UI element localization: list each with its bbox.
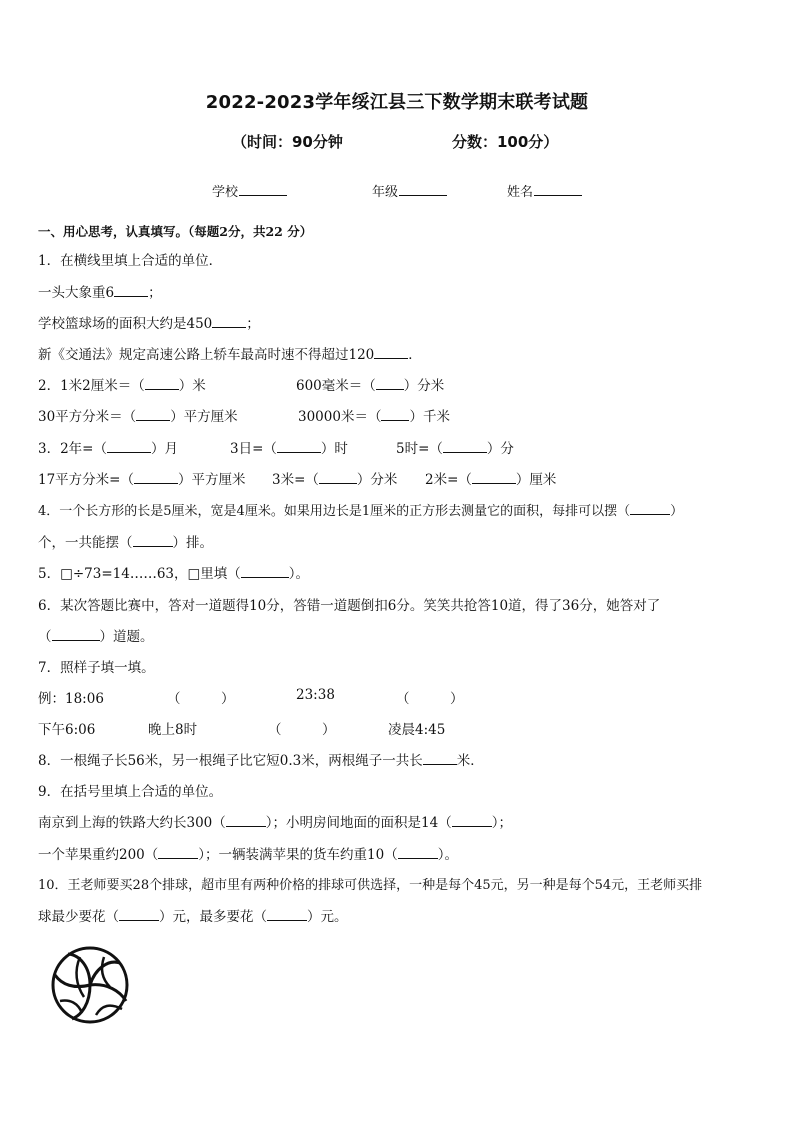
q1-a-blank[interactable] [114, 284, 148, 297]
q1-stem: 1．在横线里填上合适的单位． [38, 253, 223, 269]
name-label: 姓名 [507, 185, 534, 200]
q3-b-blank[interactable] [277, 440, 321, 453]
grade-blank[interactable] [399, 182, 447, 196]
q10-line2: 球最少要花（ ）元，最多要花（ ）元。 [38, 909, 348, 925]
school-label: 学校 [212, 185, 239, 200]
q1-b: 学校篮球场的面积大约是450 ； [38, 316, 260, 332]
q6-blank[interactable] [52, 628, 100, 641]
q6-line1: 6．某次答题比赛中，答对一道题得10分，答错一道题倒扣6分。笑笑共抢答10道，得了36分，她答对了 [38, 598, 661, 614]
q1-c: 新《交通法》规定高速公路上轿车最高时速不得超过120 ． [38, 347, 422, 363]
section-heading: 一、用心思考，认真填写。（每题2分，共22 分） [38, 224, 313, 239]
q7-paren-2[interactable]: （ ） [396, 691, 464, 707]
q9-blank-2[interactable] [452, 814, 492, 827]
q3-c: 5时=（ ）分 [396, 441, 514, 457]
q4-line2: 个，一共能摆（ ）排。 [38, 535, 213, 551]
grade-field[interactable] [372, 181, 447, 200]
q10-line1: 10．王老师要买28个排球，超市里有两种价格的排球可供选择，一种是每个45元，另一种是每个54元，王老师买排 [38, 878, 703, 893]
q7-row2-a: 下午6:06 [38, 722, 96, 738]
q7-row2-d: 凌晨4:45 [388, 722, 446, 738]
q9-line2: 一个苹果重约200（ ）；一辆装满苹果的货车约重10（ ）。 [38, 847, 458, 863]
q1-a: 一头大象重6 ； [38, 285, 162, 301]
q6-line2: （ ）道题。 [38, 629, 154, 645]
q3-c-blank[interactable] [443, 440, 487, 453]
grade-label: 年级 [372, 185, 399, 200]
q3-f-blank[interactable] [472, 471, 516, 484]
exam-time: （时间：90分钟 [232, 133, 343, 151]
q7-paren-3[interactable]: （ ） [268, 722, 336, 738]
q1-c-blank[interactable] [374, 346, 408, 359]
q4-blank-2[interactable] [133, 534, 173, 547]
school-field[interactable] [212, 181, 287, 200]
q8-blank[interactable] [423, 752, 457, 765]
q2-r1a: 2．1米2厘米＝（ ）米 [38, 378, 206, 394]
q3-d-blank[interactable] [134, 471, 178, 484]
q3-d: 17平方分米=（ ）平方厘米 [38, 472, 246, 488]
q4-line1: 4．一个长方形的长是5厘米，宽是4厘米。如果用边长是1厘米的正方形去测量它的面积，每排可以摆（ ） [38, 504, 684, 519]
q9-blank-1[interactable] [226, 814, 266, 827]
q9-stem: 9．在括号里填上合适的单位。 [38, 784, 223, 800]
q2-r1b: 600毫米＝（ ）分米 [296, 378, 445, 394]
q7-example: 例：18:06 [38, 691, 104, 707]
q3-b: 3日=（ ）时 [230, 441, 348, 457]
q7-row2-b: 晚上8时 [148, 722, 198, 738]
name-field[interactable] [507, 181, 582, 200]
q1-b-blank[interactable] [212, 315, 246, 328]
q2-r2b: 30000米＝（ ）千米 [298, 409, 450, 425]
volleyball-icon [50, 945, 130, 1029]
q9-line1: 南京到上海的铁路大约长300（ ）；小明房间地面的面积是14（ ）； [38, 815, 512, 831]
q2-r2a-blank[interactable] [136, 408, 170, 421]
q8-line: 8．一根绳子长56米，另一根绳子比它短0.3米，两根绳子一共长 米． [38, 753, 484, 769]
q9-blank-4[interactable] [398, 846, 438, 859]
q2-r2a: 30平方分米＝（ ）平方厘米 [38, 409, 238, 425]
q3-a-blank[interactable] [107, 440, 151, 453]
q3-a: 3．2年=（ ）月 [38, 441, 178, 457]
q7-time-2338: 23:38 [296, 687, 335, 703]
q3-f: 2米=（ ）厘米 [425, 472, 557, 488]
q3-e: 3米=（ ）分米 [272, 472, 398, 488]
school-blank[interactable] [239, 182, 287, 196]
q5-blank[interactable] [241, 565, 289, 578]
q7-stem: 7．照样子填一填。 [38, 660, 155, 676]
page-title: 2022-2023学年绥江县三下数学期末联考试题 [205, 92, 589, 113]
q2-r1b-blank[interactable] [376, 377, 404, 390]
q10-blank-1[interactable] [119, 908, 159, 921]
q3-e-blank[interactable] [319, 471, 357, 484]
q5-line: 5．□÷73=14……63，□里填（ ）。 [38, 566, 310, 582]
name-blank[interactable] [534, 182, 582, 196]
q2-r1a-blank[interactable] [145, 377, 179, 390]
exam-score: 分数：100分） [452, 133, 559, 151]
q9-blank-3[interactable] [158, 846, 198, 859]
q2-r2b-blank[interactable] [381, 408, 409, 421]
q4-blank-1[interactable] [630, 502, 670, 515]
q10-blank-2[interactable] [267, 908, 307, 921]
q7-paren-1[interactable]: （ ） [167, 691, 235, 707]
